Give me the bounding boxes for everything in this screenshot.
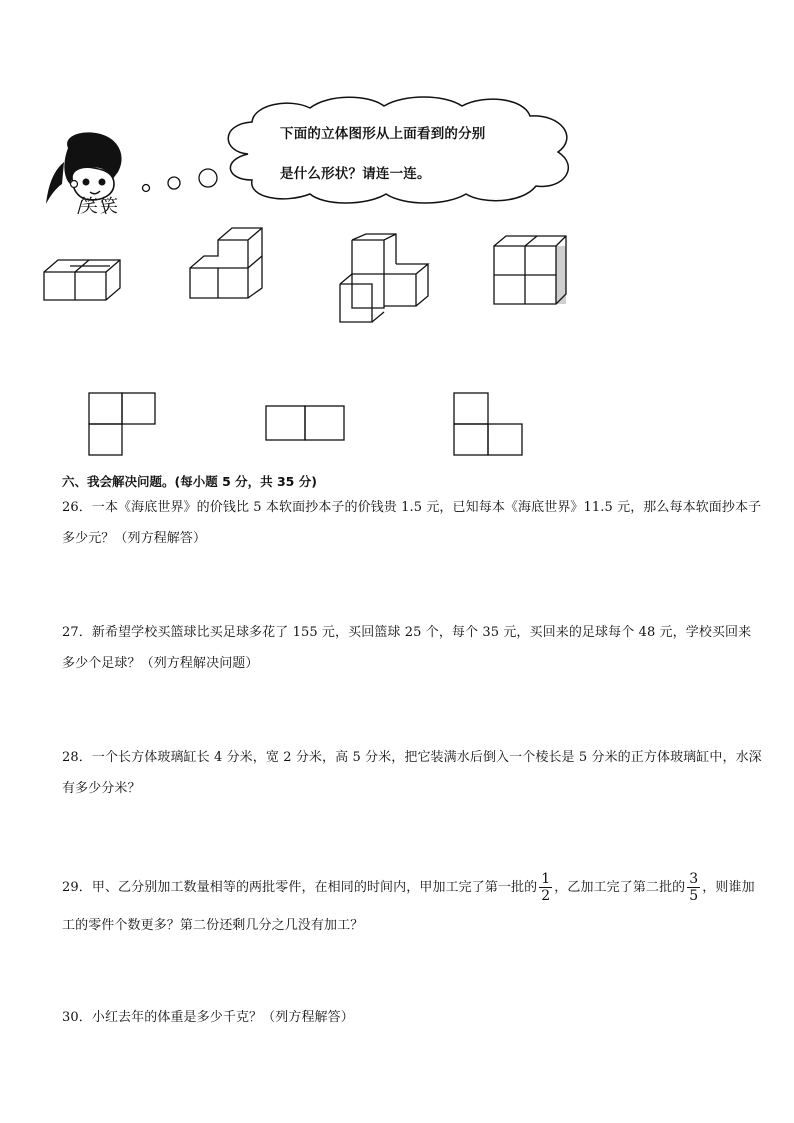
question-number: 27． (62, 625, 92, 640)
section-title: 六、我会解决问题。(每小题 5 分，共 35 分) (62, 474, 317, 489)
top-view-1 (88, 392, 158, 458)
top-view-3 (453, 392, 525, 458)
fraction-one-half: $\frac{1}{2}$ (541, 871, 551, 904)
top-view-2 (265, 405, 347, 443)
question-text: 一个长方体玻璃缸长 4 分米，宽 2 分米，高 5 分米，把它装满水后倒入一个棱长是 5 分米的正方体玻璃缸中，水深有多少分米？ (62, 750, 762, 796)
solid-figure-3 (338, 234, 430, 326)
fraction-three-fifths: $\frac{3}{5}$ (689, 871, 699, 904)
question-29 (62, 869, 762, 945)
question-number: 30． (62, 1010, 92, 1025)
question-text: ，乙加工完了第二批的 (554, 880, 686, 895)
question-text: 新希望学校买篮球比买足球多花了 155 元，买回篮球 25 个，每个 35 元，买回来的足球每个 48 元，学校买回来多少个足球？（列方程解决问题） (62, 625, 752, 671)
question-28 (62, 742, 762, 804)
question-30 (62, 1002, 762, 1033)
question-26 (62, 492, 762, 554)
question-number: 28． (62, 750, 92, 765)
question-text: ，则谁加工的零件个数更多？第二份还剩几分之几没有加工？ (62, 880, 755, 933)
question-text: 一本《海底世界》的价钱比 5 本软面抄本子的价钱贵 1.5 元，已知每本《海底世界》11.5 元，那么每本软面抄本子多少元？（列方程解答） (62, 500, 762, 546)
question-text: 小红去年的体重是多少千克？（列方程解答） (91, 1010, 354, 1025)
question-27 (62, 617, 762, 679)
mascot-label: 笑笑 (80, 196, 120, 217)
solid-figure-1 (40, 244, 124, 304)
question-number: 26． (62, 500, 92, 515)
bubble-line-2: 是什么形状？请连一连。 (280, 166, 431, 182)
solid-figure-2 (186, 228, 266, 302)
thought-dots (136, 160, 226, 200)
solid-figure-4 (490, 236, 570, 308)
question-number: 29． (62, 880, 92, 895)
bubble-line-1: 下面的立体图形从上面看到的分别 (280, 126, 486, 142)
speech-bubble (218, 94, 580, 206)
question-text: 甲、乙分别加工数量相等的两批零件，在相同的时间内，甲加工完了第一批的 (91, 880, 538, 895)
